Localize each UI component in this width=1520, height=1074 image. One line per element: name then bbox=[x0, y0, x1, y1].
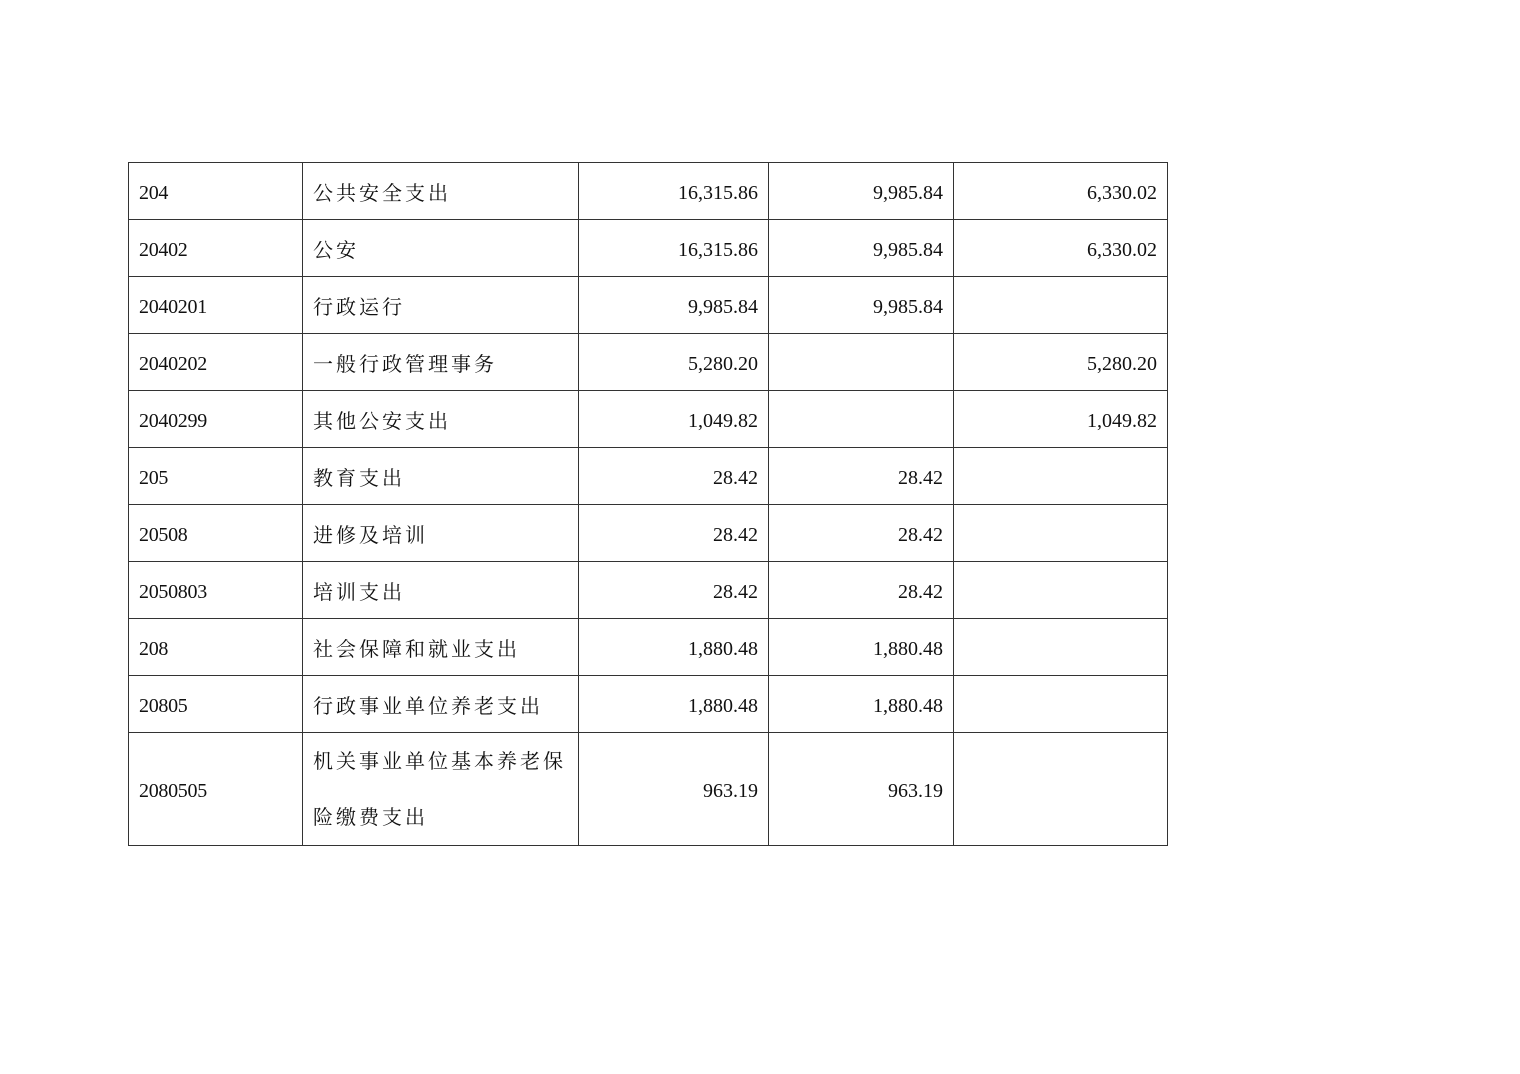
total-amount: 9,985.84 bbox=[579, 277, 769, 334]
project-amount bbox=[954, 562, 1168, 619]
subject-name: 教育支出 bbox=[303, 448, 579, 505]
basic-amount: 9,985.84 bbox=[769, 163, 954, 220]
basic-amount: 28.42 bbox=[769, 448, 954, 505]
total-amount: 1,049.82 bbox=[579, 391, 769, 448]
table-row bbox=[129, 619, 1168, 676]
subject-name: 培训支出 bbox=[303, 562, 579, 619]
table-row bbox=[129, 277, 1168, 334]
basic-amount: 9,985.84 bbox=[769, 277, 954, 334]
total-amount: 5,280.20 bbox=[579, 334, 769, 391]
basic-amount: 28.42 bbox=[769, 562, 954, 619]
subject-code: 20805 bbox=[129, 676, 303, 733]
basic-amount bbox=[769, 334, 954, 391]
basic-amount: 28.42 bbox=[769, 505, 954, 562]
total-amount: 28.42 bbox=[579, 448, 769, 505]
project-amount: 6,330.02 bbox=[954, 220, 1168, 277]
table-row bbox=[129, 334, 1168, 391]
subject-name: 机关事业单位基本养老保险缴费支出 bbox=[303, 733, 579, 846]
subject-name: 行政运行 bbox=[303, 277, 579, 334]
basic-amount: 963.19 bbox=[769, 733, 954, 846]
subject-code: 205 bbox=[129, 448, 303, 505]
subject-name: 其他公安支出 bbox=[303, 391, 579, 448]
project-amount bbox=[954, 733, 1168, 846]
project-amount: 1,049.82 bbox=[954, 391, 1168, 448]
basic-amount: 1,880.48 bbox=[769, 676, 954, 733]
project-amount bbox=[954, 676, 1168, 733]
table-row bbox=[129, 733, 1168, 846]
project-amount: 5,280.20 bbox=[954, 334, 1168, 391]
total-amount: 16,315.86 bbox=[579, 220, 769, 277]
project-amount bbox=[954, 505, 1168, 562]
total-amount: 28.42 bbox=[579, 505, 769, 562]
total-amount: 16,315.86 bbox=[579, 163, 769, 220]
table-row bbox=[129, 391, 1168, 448]
subject-code: 2040202 bbox=[129, 334, 303, 391]
total-amount: 963.19 bbox=[579, 733, 769, 846]
project-amount: 6,330.02 bbox=[954, 163, 1168, 220]
basic-amount: 9,985.84 bbox=[769, 220, 954, 277]
project-amount bbox=[954, 448, 1168, 505]
basic-amount: 1,880.48 bbox=[769, 619, 954, 676]
subject-name: 公安 bbox=[303, 220, 579, 277]
subject-code: 2040299 bbox=[129, 391, 303, 448]
table-row bbox=[129, 505, 1168, 562]
subject-code: 208 bbox=[129, 619, 303, 676]
table-row bbox=[129, 220, 1168, 277]
subject-name: 进修及培训 bbox=[303, 505, 579, 562]
table-row bbox=[129, 676, 1168, 733]
subject-code: 20508 bbox=[129, 505, 303, 562]
project-amount bbox=[954, 277, 1168, 334]
subject-code: 2040201 bbox=[129, 277, 303, 334]
subject-code: 20402 bbox=[129, 220, 303, 277]
project-amount bbox=[954, 619, 1168, 676]
table-row bbox=[129, 163, 1168, 220]
basic-amount bbox=[769, 391, 954, 448]
subject-name: 社会保障和就业支出 bbox=[303, 619, 579, 676]
subject-code: 2080505 bbox=[129, 733, 303, 846]
subject-name: 公共安全支出 bbox=[303, 163, 579, 220]
budget-table bbox=[128, 162, 1168, 846]
total-amount: 1,880.48 bbox=[579, 619, 769, 676]
table-row bbox=[129, 448, 1168, 505]
subject-name: 一般行政管理事务 bbox=[303, 334, 579, 391]
subject-code: 204 bbox=[129, 163, 303, 220]
subject-code: 2050803 bbox=[129, 562, 303, 619]
subject-name: 行政事业单位养老支出 bbox=[303, 676, 579, 733]
table-row bbox=[129, 562, 1168, 619]
total-amount: 1,880.48 bbox=[579, 676, 769, 733]
total-amount: 28.42 bbox=[579, 562, 769, 619]
